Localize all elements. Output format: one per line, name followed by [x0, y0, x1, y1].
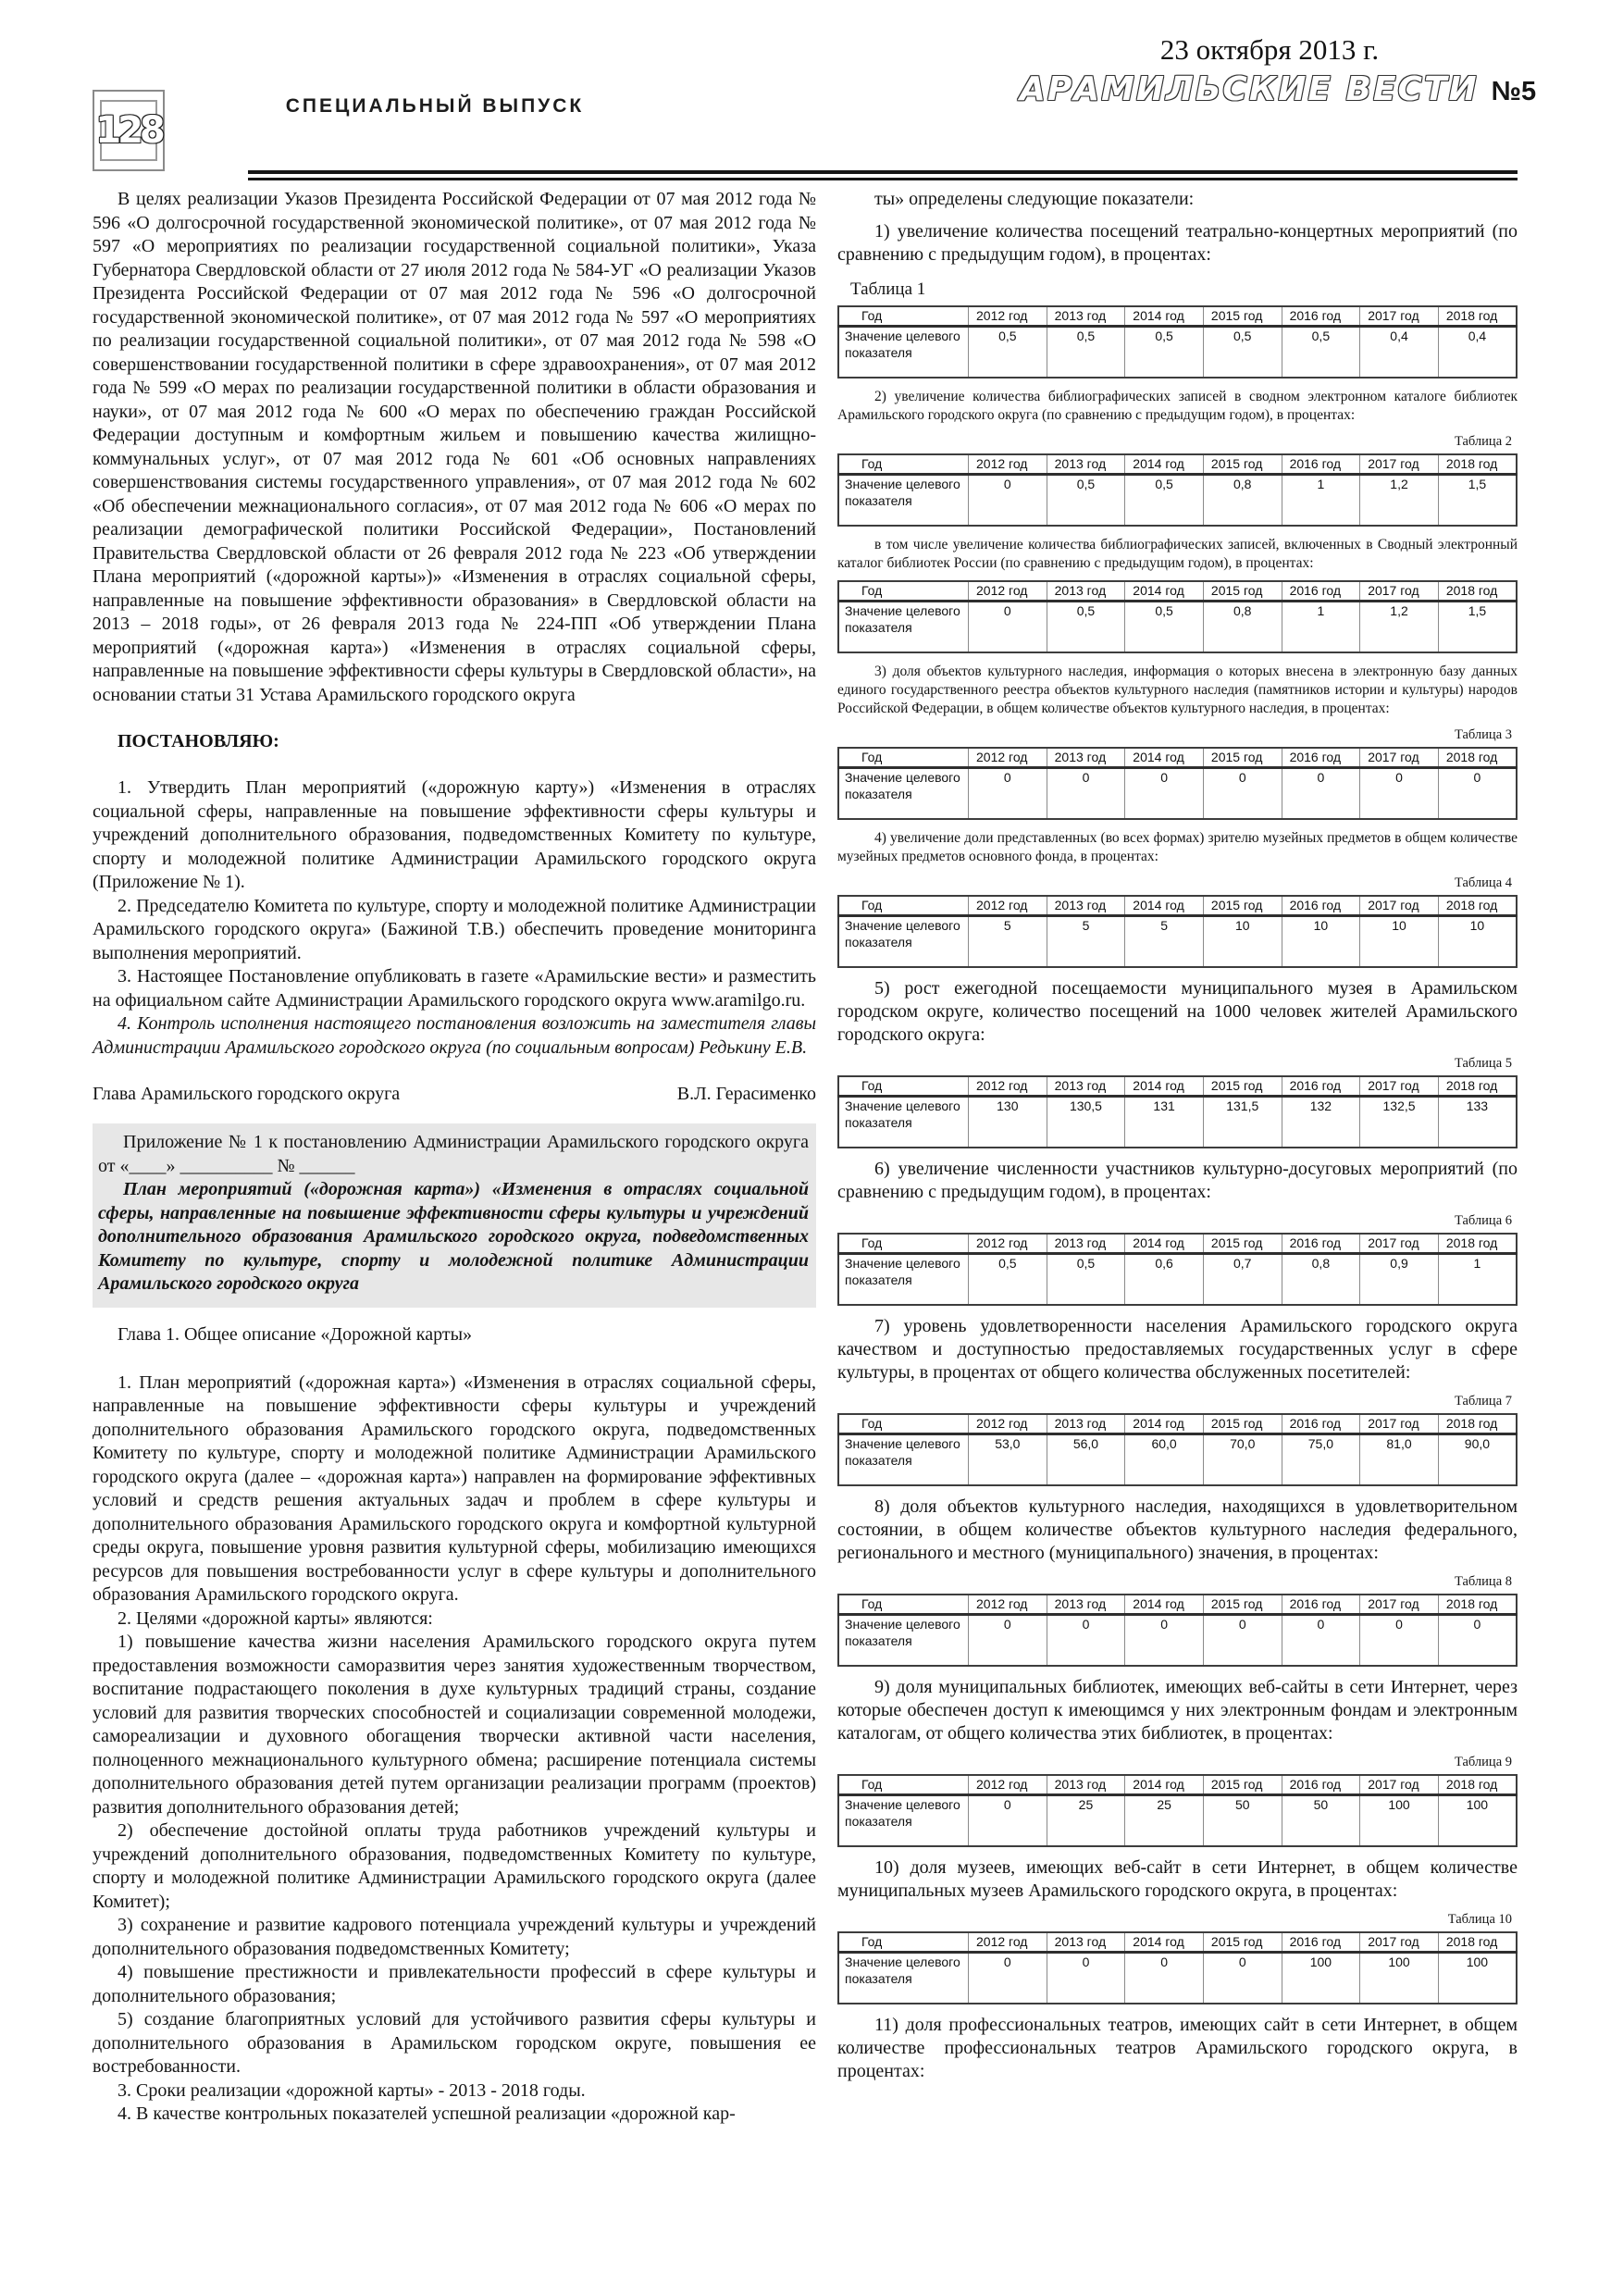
row-label-cell: Значение целевого показателя [838, 1615, 969, 1667]
target-table-7 [837, 1413, 1518, 1486]
page-number-badge [93, 90, 165, 171]
goal-item-2: 2) обеспечение достойной оплаты труда работников учреждений культуры и учреждений дополнительного образования, подведомственных Комитету по культуре, спорту и молодежной политике Администрации Арамильского городского округа (далее Комитет); [93, 1820, 816, 1912]
year-header-cell: 2012 год [969, 1932, 1047, 1953]
year-header-cell: 2016 год [1282, 896, 1360, 916]
table-8-label: Таблица 8 [1454, 1574, 1512, 1589]
value-cell: 75,0 [1282, 1434, 1360, 1486]
year-column-header: Год [838, 306, 969, 327]
table-value-row [838, 327, 1517, 379]
value-cell: 56,0 [1047, 1434, 1125, 1486]
year-header-cell: 2017 год [1360, 1234, 1439, 1254]
table-1-label: Таблица 1 [850, 279, 926, 299]
table-value-row [838, 916, 1517, 968]
year-header-cell: 2014 год [1125, 748, 1204, 768]
row-label-cell: Значение целевого показателя [838, 1953, 969, 2004]
target-table-8 [837, 1594, 1518, 1667]
year-header-cell: 2012 год [969, 1076, 1047, 1097]
year-header-cell: 2013 год [1047, 748, 1125, 768]
year-header-cell: 2016 год [1282, 1595, 1360, 1615]
value-cell: 10 [1360, 916, 1439, 968]
table-value-row [838, 602, 1517, 653]
indicator-item-10: 10) доля музеев, имеющих веб-сайт в сети Интернет, в общем количестве муниципальных музеев Арамильского городского округа, в процентах: [837, 1857, 1518, 1901]
value-cell: 0 [1360, 768, 1439, 820]
table-value-row [838, 1097, 1517, 1148]
value-cell: 0,4 [1360, 327, 1439, 379]
table-value-row [838, 475, 1517, 527]
year-header-cell: 2015 год [1203, 1932, 1282, 1953]
year-header-cell: 2013 год [1047, 1595, 1125, 1615]
row-label-cell: Значение целевого показателя [838, 475, 969, 527]
table-header-row [838, 1595, 1517, 1615]
value-cell: 1,2 [1360, 475, 1439, 527]
indicator-item-6: 6) увеличение численности участников культурно-досуговых мероприятий (по сравнению с предыдущим годом), в процентах: [837, 1159, 1518, 1202]
year-header-cell: 2014 год [1125, 581, 1204, 602]
value-cell: 0 [1047, 1953, 1125, 2004]
chapter-paragraph-2: 2. Целями «дорожной карты» являются: [118, 1607, 433, 1629]
masthead-block [1020, 33, 1537, 108]
year-header-cell: 2014 год [1125, 306, 1204, 327]
value-cell: 10 [1282, 916, 1360, 968]
year-header-cell: 2018 год [1438, 1595, 1517, 1615]
decree-item-4: 4. Контроль исполнения настоящего постановления возложить на заместителя главы Администрации Арамильского городского округа (по социальным вопросам) Редькину Е.В. [93, 1013, 816, 1058]
goal-item-1: 1) повышение качества жизни населения Арамильского городского округа путем предоставления возможности саморазвития через занятия художественным творчеством, воспитание подрастающего поколения в духе культурных традиций страны, создание условий для развития творческих способностей и социализации современной молодежи, самореализации и духовного обогащения творчески активной части населения, полноценного межнационального культурного обмена; расширение потенциала системы дополнительного образования детей путем организации реализации программ (проектов) развития дополнительного образования детей; [93, 1632, 816, 1818]
issue-number: №5 [1491, 77, 1537, 106]
value-cell: 0,6 [1125, 1254, 1204, 1306]
page-number: 128 [95, 109, 162, 152]
year-header-cell: 2017 год [1360, 306, 1439, 327]
table-header-row [838, 1414, 1517, 1434]
year-header-cell: 2013 год [1047, 1234, 1125, 1254]
value-cell: 5 [1125, 916, 1204, 968]
indicator-item-2b: в том числе увеличение количества библиографических записей, включенных в Сводный электронный каталог библиотек России (по сравнению с предыдущим годом), в процентах: [837, 537, 1518, 571]
value-cell: 0 [1282, 768, 1360, 820]
value-cell: 70,0 [1203, 1434, 1282, 1486]
value-cell: 0 [1203, 1953, 1282, 2004]
resolve-heading: ПОСТАНОВЛЯЮ: [118, 731, 279, 751]
appendix-box [93, 1123, 816, 1308]
year-header-cell: 2017 год [1360, 1076, 1439, 1097]
indicator-item-4: 4) увеличение доли представленных (во всех формах) зрителю музейных предметов в общем количестве музейных предметов основного фонда, в процентах: [837, 830, 1518, 864]
value-cell: 0,9 [1360, 1254, 1439, 1306]
year-header-cell: 2012 год [969, 748, 1047, 768]
target-table-5 [837, 1075, 1518, 1148]
year-header-cell: 2017 год [1360, 748, 1439, 768]
target-table-3 [837, 747, 1518, 820]
year-header-cell: 2017 год [1360, 1595, 1439, 1615]
table-3-label: Таблица 3 [1454, 727, 1512, 742]
value-cell: 81,0 [1360, 1434, 1439, 1486]
year-header-cell: 2018 год [1438, 1234, 1517, 1254]
indicator-item-2: 2) увеличение количества библиографических записей в сводном электронном каталоге библиотек Арамильского городского округа (по сравнению с предыдущим годом), в процентах: [837, 389, 1518, 423]
year-header-cell: 2017 год [1360, 1932, 1439, 1953]
table-7-label: Таблица 7 [1454, 1394, 1512, 1409]
newspaper-title: АРАМИЛЬСКИЕ ВЕСТИ [1020, 70, 1479, 108]
value-cell: 50 [1203, 1795, 1282, 1847]
value-cell: 5 [1047, 916, 1125, 968]
value-cell: 0 [1360, 1615, 1439, 1667]
year-header-cell: 2015 год [1203, 1595, 1282, 1615]
year-header-cell: 2018 год [1438, 454, 1517, 475]
year-header-cell: 2014 год [1125, 1414, 1204, 1434]
year-header-cell: 2013 год [1047, 1414, 1125, 1434]
chapter-paragraph-3: 3. Сроки реализации «дорожной карты» - 2013 - 2018 годы. [118, 2079, 586, 2101]
left-column [93, 188, 816, 2127]
value-cell: 0,5 [969, 1254, 1047, 1306]
value-cell: 130 [969, 1097, 1047, 1148]
row-label-cell: Значение целевого показателя [838, 1097, 969, 1148]
year-header-cell: 2016 год [1282, 1414, 1360, 1434]
value-cell: 10 [1203, 916, 1282, 968]
value-cell: 0 [1282, 1615, 1360, 1667]
year-header-cell: 2015 год [1203, 454, 1282, 475]
year-header-cell: 2013 год [1047, 1932, 1125, 1953]
value-cell: 1,2 [1360, 602, 1439, 653]
row-label-cell: Значение целевого показателя [838, 327, 969, 379]
value-cell: 0 [1047, 768, 1125, 820]
value-cell: 100 [1438, 1953, 1517, 2004]
value-cell: 0 [969, 602, 1047, 653]
value-cell: 100 [1438, 1795, 1517, 1847]
year-header-cell: 2017 год [1360, 581, 1439, 602]
table-header-row [838, 1076, 1517, 1097]
value-cell: 25 [1047, 1795, 1125, 1847]
year-header-cell: 2013 год [1047, 454, 1125, 475]
year-column-header: Год [838, 1932, 969, 1953]
year-header-cell: 2015 год [1203, 748, 1282, 768]
indicator-item-7: 7) уровень удовлетворенности населения Арамильского городского округа качеством и доступностью предоставляемых государственных услуг в сфере культуры, в процентах от общего количества обслуженных посетителей: [837, 1316, 1518, 1383]
year-header-cell: 2015 год [1203, 1234, 1282, 1254]
target-table-4 [837, 895, 1518, 968]
year-header-cell: 2015 год [1203, 1414, 1282, 1434]
year-header-cell: 2017 год [1360, 454, 1439, 475]
table-header-row [838, 896, 1517, 916]
value-cell: 0 [1125, 1953, 1204, 2004]
target-table-1 [837, 305, 1518, 379]
value-cell: 0,5 [1047, 475, 1125, 527]
year-header-cell: 2013 год [1047, 896, 1125, 916]
signature-name: В.Л. Герасименко [676, 1084, 816, 1104]
year-header-cell: 2013 год [1047, 306, 1125, 327]
year-header-cell: 2014 год [1125, 1234, 1204, 1254]
year-header-cell: 2012 год [969, 306, 1047, 327]
value-cell: 0 [1203, 1615, 1282, 1667]
value-cell: 132,5 [1360, 1097, 1439, 1148]
value-cell: 0,8 [1203, 475, 1282, 527]
year-column-header: Год [838, 896, 969, 916]
value-cell: 0,5 [1047, 1254, 1125, 1306]
year-header-cell: 2015 год [1203, 306, 1282, 327]
chapter-paragraph-4: 4. В качестве контрольных показателей успешной реализации «дорожной кар- [118, 2104, 736, 2124]
year-header-cell: 2016 год [1282, 748, 1360, 768]
year-column-header: Год [838, 1775, 969, 1795]
chapter-heading: Глава 1. Общее описание «Дорожной карты» [118, 1323, 473, 1345]
table-9-label: Таблица 9 [1454, 1755, 1512, 1769]
goal-item-3: 3) сохранение и развитие кадрового потенциала учреждений культуры и учреждений дополнительного образования подведомственных Комитету; [93, 1915, 816, 1959]
value-cell: 0,5 [1047, 327, 1125, 379]
year-header-cell: 2016 год [1282, 454, 1360, 475]
target-table-2 [837, 453, 1518, 527]
value-cell: 25 [1125, 1795, 1204, 1847]
target-table-2b [837, 580, 1518, 653]
year-header-cell: 2012 год [969, 454, 1047, 475]
value-cell: 0,8 [1282, 1254, 1360, 1306]
value-cell: 100 [1360, 1795, 1439, 1847]
year-header-cell: 2014 год [1125, 454, 1204, 475]
target-table-10 [837, 1931, 1518, 2004]
year-header-cell: 2016 год [1282, 306, 1360, 327]
value-cell: 10 [1438, 916, 1517, 968]
year-header-cell: 2016 год [1282, 1932, 1360, 1953]
value-cell: 132 [1282, 1097, 1360, 1148]
year-header-cell: 2018 год [1438, 896, 1517, 916]
indicator-item-1: 1) увеличение количества посещений театрально-концертных мероприятий (по сравнению с предыдущим годом), в процентах: [837, 221, 1518, 265]
table-5-label: Таблица 5 [1454, 1056, 1512, 1071]
row-label-cell: Значение целевого показателя [838, 1795, 969, 1847]
indicator-item-5: 5) рост ежегодной посещаемости муниципального музея в Арамильском городском округе, количество посещений на 1000 человек жителей Арамильского городского округа: [837, 978, 1518, 1045]
indicator-item-8: 8) доля объектов культурного наследия, находящихся в удовлетворительном состоянии, в общем количестве объектов культурного наследия федерального, регионального и местного (муниципального) значения, в процентах: [837, 1496, 1518, 1563]
table-4-label: Таблица 4 [1454, 875, 1512, 890]
table-2-label: Таблица 2 [1454, 434, 1512, 449]
year-header-cell: 2017 год [1360, 896, 1439, 916]
value-cell: 0 [1125, 1615, 1204, 1667]
year-header-cell: 2015 год [1203, 1775, 1282, 1795]
year-header-cell: 2018 год [1438, 581, 1517, 602]
value-cell: 100 [1282, 1953, 1360, 2004]
year-header-cell: 2016 год [1282, 1234, 1360, 1254]
value-cell: 0,5 [1125, 602, 1204, 653]
value-cell: 0 [969, 1953, 1047, 2004]
indicator-item-11: 11) доля профессиональных театров, имеющих сайт в сети Интернет, в общем количестве профессиональных театров Арамильского городского округа, в процентах: [837, 2015, 1518, 2081]
year-header-cell: 2015 год [1203, 896, 1282, 916]
year-header-cell: 2012 год [969, 1234, 1047, 1254]
table-6-label: Таблица 6 [1454, 1213, 1512, 1228]
table-value-row [838, 1434, 1517, 1486]
table-header-row [838, 581, 1517, 602]
year-header-cell: 2016 год [1282, 1076, 1360, 1097]
table-value-row [838, 1615, 1517, 1667]
value-cell: 90,0 [1438, 1434, 1517, 1486]
table-value-row [838, 1254, 1517, 1306]
year-column-header: Год [838, 1595, 969, 1615]
row-label-cell: Значение целевого показателя [838, 1434, 969, 1486]
masthead-line [1020, 70, 1537, 108]
value-cell: 0,5 [1203, 327, 1282, 379]
value-cell: 0,5 [1125, 327, 1204, 379]
decree-item-3: 3. Настоящее Постановление опубликовать в газете «Арамильские вести» и разместить на официальном сайте Администрации Арамильского городского округа www.aramilgo.ru. [93, 966, 816, 1011]
table-header-row [838, 748, 1517, 768]
value-cell: 0,7 [1203, 1254, 1282, 1306]
chapter-paragraph-1: 1. План мероприятий («дорожная карта») «Изменения в отраслях социальной сферы, направленные на повышение эффективности сферы культуры и учреждений дополнительного образования Арамильского городского округа, подведомственных Комитету по культуре, спорту и молодежной политике Администрации Арамильского городского округа (далее – «дорожная карта») направлен на формирование эффективных условий и средств решения актуальных задач и проблем в сфере культуры и дополнительного образования Арамильского городского округа и комфортной культурной среды округа, повышение уровня развития культурной сферы, мобилизацию имеющихся ресурсов для повышения востребованности услуг в сфере культуры и дополнительного образования Арамильского городского округа. [93, 1371, 816, 1605]
year-header-cell: 2015 год [1203, 1076, 1282, 1097]
page-number-badge-inner [95, 100, 162, 161]
value-cell: 1 [1282, 475, 1360, 527]
value-cell: 0 [1203, 768, 1282, 820]
right-column [837, 188, 1518, 2092]
year-column-header: Год [838, 1414, 969, 1434]
year-header-cell: 2018 год [1438, 1932, 1517, 1953]
row-label-cell: Значение целевого показателя [838, 1254, 969, 1306]
value-cell: 133 [1438, 1097, 1517, 1148]
row-label-cell: Значение целевого показателя [838, 768, 969, 820]
value-cell: 0,5 [969, 327, 1047, 379]
year-header-cell: 2014 год [1125, 896, 1204, 916]
year-column-header: Год [838, 581, 969, 602]
value-cell: 0 [969, 1795, 1047, 1847]
table-10-label: Таблица 10 [1447, 1912, 1512, 1927]
value-cell: 1,5 [1438, 602, 1517, 653]
year-header-cell: 2012 год [969, 1595, 1047, 1615]
goal-item-5: 5) создание благоприятных условий для устойчивого развития сферы культуры и дополнительного образования в Арамильском городском округе, повышения ее востребованности. [93, 2009, 816, 2077]
table-header-row [838, 1775, 1517, 1795]
continued-paragraph: ты» определены следующие показатели: [874, 189, 1195, 209]
year-column-header: Год [838, 454, 969, 475]
table-value-row [838, 1953, 1517, 2004]
indicator-item-3: 3) доля объектов культурного наследия, информация о которых внесена в электронную базу данных единого государственного реестра объектов культурного наследия (памятников истории и культуры) народов Российской Федерации, в общем количестве объектов культурного наследия, в процентах: [837, 664, 1518, 716]
intro-paragraph: В целях реализации Указов Президента Российской Федерации от 07 мая 2012 года № 596 «О долгосрочной государственной экономической политике», от 07 мая 2012 года № 597 «О мероприятиях по реализации государственной социальной политики», Указа Губернатора Свердловской области от 27 июля 2012 года № 584-УГ «О реализации Указов Президента Российской Федерации от 07 мая 2012 года № 596 «О долгосрочной государственной экономической политике», от 07 мая 2012 года № 597 «О мероприятиях по реализации государственной социальной политики», от 07 мая 2012 года № 598 «О совершенствовании государственной политики в сфере здравоохранения», от 07 мая 2012 года № 599 «О мерах по реализации государственной политики в области образования и науки», от 07 мая 2012 года № 600 «О мерах по обеспечению граждан Российской Федерации доступным и комфортным жильем и повышению качества жилищно-коммунальных услуг», от 07 мая 2012 года № 601 «Об основных направлениях совершенствования системы государственного управления», от 07 мая 2012 года № 602 «Об обеспечении межнационального согласия», от 07 мая 2012 года № 606 «О мерах по реализации демографической политики Российской Федерации», Постановлений Правительства Свердловской области от 26 февраля 2012 года № 223 «Об утверждении Плана мероприятий («дорожной карты»)» «Изменения в отраслях социальной сферы, направленные на повышение эффективности образования» в Свердловской области на 2013 – 2018 годы», от 26 февраля 2013 года № 224-ПП «Об утверждении Плана мероприятий («дорожная карта») «Изменения в отраслях социальной сферы, направленные на повышение эффективности сферы культуры в Свердловской области», на основании статьи 31 Устава Арамильского городского округа [93, 189, 816, 705]
value-cell: 0,5 [1125, 475, 1204, 527]
appendix-plan-title: План мероприятий («дорожная карта») «Изменения в отраслях социальной сферы, направленные на повышение эффективности сферы культуры и учреждений дополнительного образования Арамильского городского округа, подведомственных Комитету по культуре, спорту и молодежной политике Администрации Арамильского городского округа [98, 1179, 809, 1294]
year-header-cell: 2015 год [1203, 581, 1282, 602]
year-header-cell: 2013 год [1047, 1076, 1125, 1097]
target-table-9 [837, 1774, 1518, 1847]
year-header-cell: 2012 год [969, 1775, 1047, 1795]
year-header-cell: 2012 год [969, 1414, 1047, 1434]
value-cell: 0,5 [1047, 602, 1125, 653]
goal-item-4: 4) повышение престижности и привлекательности профессий в сфере культуры и дополнительного образования; [93, 1962, 816, 2006]
value-cell: 130,5 [1047, 1097, 1125, 1148]
header-divider-rule [248, 170, 1518, 180]
year-header-cell: 2018 год [1438, 306, 1517, 327]
value-cell: 0 [1438, 768, 1517, 820]
value-cell: 131 [1125, 1097, 1204, 1148]
year-column-header: Год [838, 1234, 969, 1254]
indicator-item-9: 9) доля муниципальных библиотек, имеющих веб-сайты в сети Интернет, через которые обеспечен доступ к имеющимся у них электронным фондам и электронным каталогам, от общего количества этих библиотек, в процентах: [837, 1677, 1518, 1744]
value-cell: 0 [1125, 768, 1204, 820]
year-column-header: Год [838, 748, 969, 768]
year-header-cell: 2014 год [1125, 1932, 1204, 1953]
year-header-cell: 2017 год [1360, 1414, 1439, 1434]
year-header-cell: 2013 год [1047, 581, 1125, 602]
signature-title: Глава Арамильского городского округа [93, 1084, 401, 1104]
value-cell: 100 [1360, 1953, 1439, 2004]
table-header-row [838, 306, 1517, 327]
edition-title: СПЕЦИАЛЬНЫЙ ВЫПУСК [285, 95, 585, 117]
decree-item-1: 1. Утвердить План мероприятий («дорожную карту») «Изменения в отраслях социальной сферы, направленные на повышение эффективности сферы культуры и учреждений дополнительного образования, подведомственных Комитету по культуре, спорту и молодежной политике Администрации Арамильского городского округа (Приложение № 1). [93, 777, 816, 892]
year-header-cell: 2018 год [1438, 1414, 1517, 1434]
year-header-cell: 2018 год [1438, 748, 1517, 768]
year-header-cell: 2012 год [969, 896, 1047, 916]
decree-item-2: 2. Председателю Комитета по культуре, спорту и молодежной политике Администрации Арамильского городского округа» (Бажиной Т.В.) обеспечить проведение мониторинга выполнения мероприятий. [93, 895, 816, 963]
year-column-header: Год [838, 1076, 969, 1097]
value-cell: 0 [1438, 1615, 1517, 1667]
table-header-row [838, 454, 1517, 475]
year-header-cell: 2018 год [1438, 1775, 1517, 1795]
year-header-cell: 2014 год [1125, 1775, 1204, 1795]
appendix-reference: Приложение № 1 к постановлению Администрации Арамильского городского округа от «____» __________ № ______ [98, 1132, 809, 1176]
value-cell: 0,4 [1438, 327, 1517, 379]
year-header-cell: 2017 год [1360, 1775, 1439, 1795]
value-cell: 1 [1282, 602, 1360, 653]
value-cell: 1 [1438, 1254, 1517, 1306]
year-header-cell: 2018 год [1438, 1076, 1517, 1097]
value-cell: 1,5 [1438, 475, 1517, 527]
year-header-cell: 2013 год [1047, 1775, 1125, 1795]
target-table-6 [837, 1233, 1518, 1306]
table-header-row [838, 1932, 1517, 1953]
table-header-row [838, 1234, 1517, 1254]
value-cell: 0 [969, 475, 1047, 527]
value-cell: 5 [969, 916, 1047, 968]
value-cell: 60,0 [1125, 1434, 1204, 1486]
year-header-cell: 2016 год [1282, 1775, 1360, 1795]
year-header-cell: 2012 год [969, 581, 1047, 602]
row-label-cell: Значение целевого показателя [838, 916, 969, 968]
value-cell: 131,5 [1203, 1097, 1282, 1148]
value-cell: 50 [1282, 1795, 1360, 1847]
value-cell: 0 [969, 768, 1047, 820]
year-header-cell: 2014 год [1125, 1595, 1204, 1615]
value-cell: 0,5 [1282, 327, 1360, 379]
value-cell: 0 [1047, 1615, 1125, 1667]
year-header-cell: 2016 год [1282, 581, 1360, 602]
signature-row [93, 1084, 816, 1105]
issue-date: 23 октября 2013 г. [1159, 33, 1380, 66]
row-label-cell: Значение целевого показателя [838, 602, 969, 653]
value-cell: 0,8 [1203, 602, 1282, 653]
value-cell: 53,0 [969, 1434, 1047, 1486]
year-header-cell: 2014 год [1125, 1076, 1204, 1097]
table-value-row [838, 768, 1517, 820]
table-value-row [838, 1795, 1517, 1847]
value-cell: 0 [969, 1615, 1047, 1667]
